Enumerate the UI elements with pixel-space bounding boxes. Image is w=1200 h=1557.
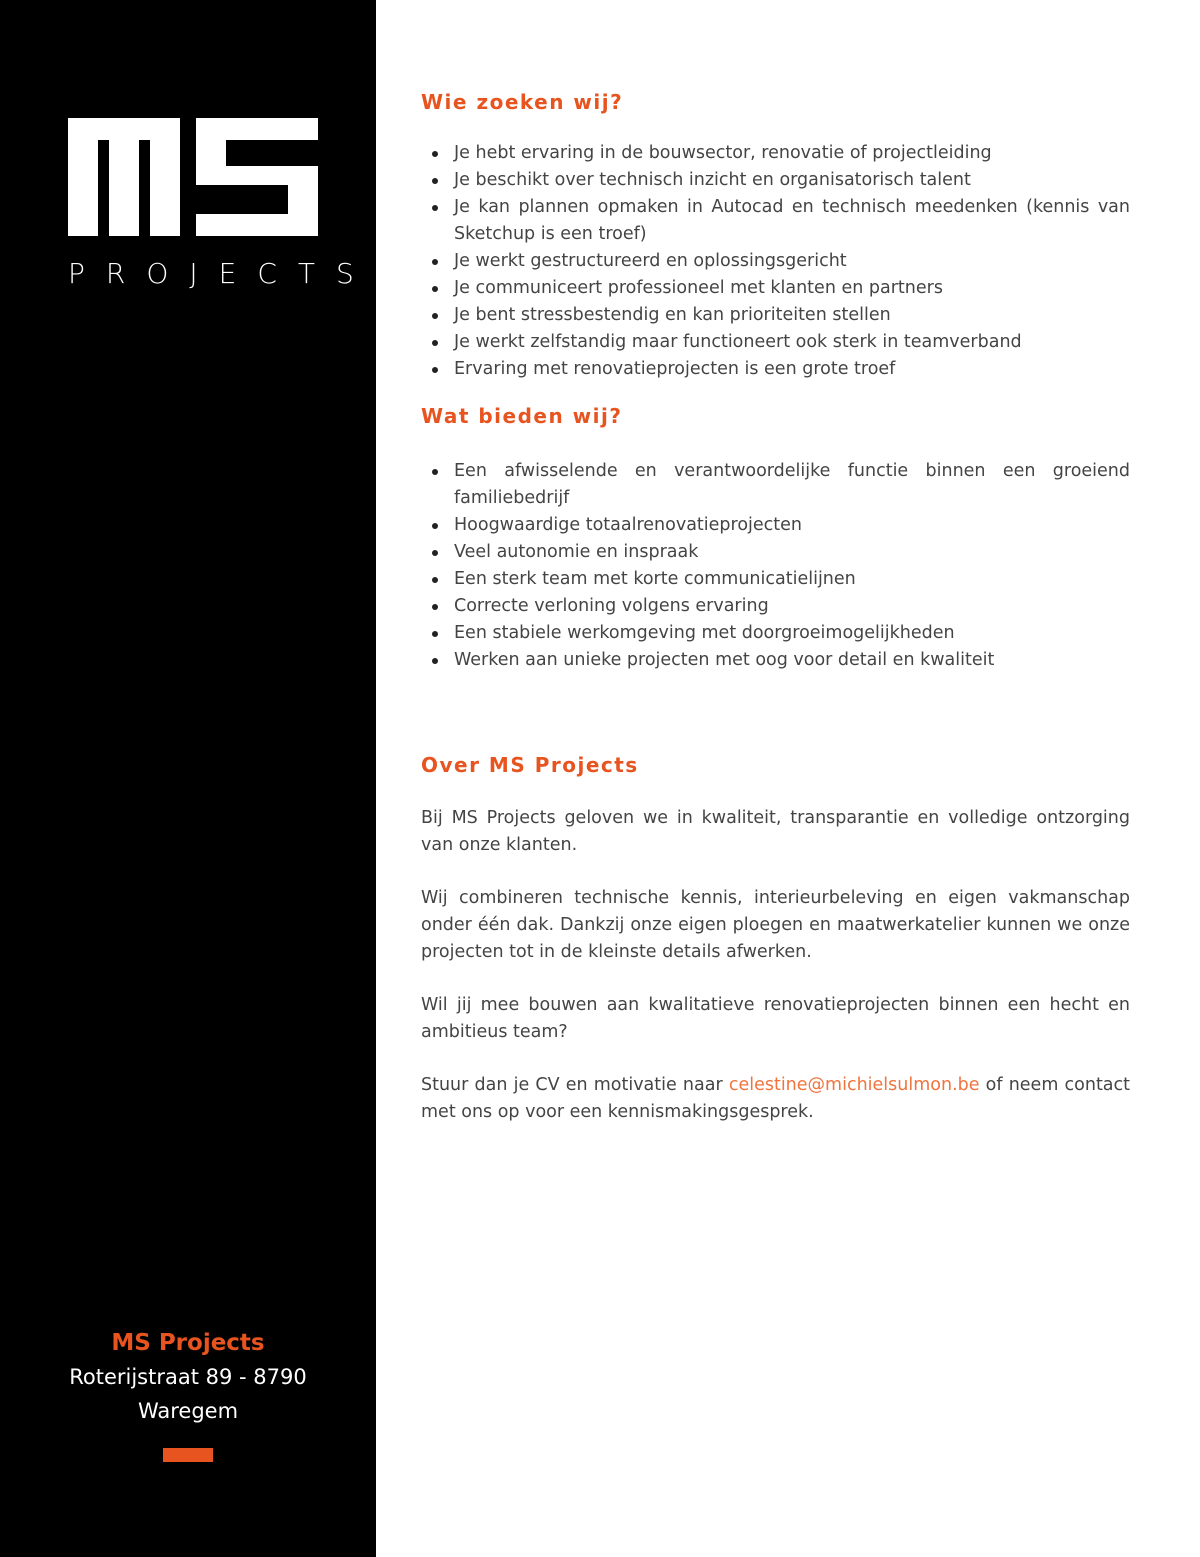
accent-bar: [163, 1448, 213, 1462]
about-paragraph: Wil jij mee bouwen aan kwalitatieve renovatieprojecten binnen een hecht en ambitieus team?: [421, 995, 1130, 1042]
company-logo: [68, 118, 375, 290]
address-street: Roterijstraat 89 - 8790: [69, 1365, 307, 1389]
list-item: Je werkt zelfstandig maar functioneert ook sterk in teamverband: [454, 329, 1130, 356]
list-item: Correcte verloning volgens ervaring: [454, 593, 1130, 620]
main-content: [421, 86, 1130, 1126]
list-item: Een sterk team met korte communicatielijnen: [454, 566, 1130, 593]
list-item: Je hebt ervaring in de bouwsector, renovatie of projectleiding: [454, 140, 1130, 167]
list-who: [421, 140, 1130, 383]
contact-paragraph: [421, 1072, 1130, 1126]
list-item: Een stabiele werkomgeving met doorgroeimogelijkheden: [454, 620, 1130, 647]
address-company: MS Projects: [111, 1330, 265, 1356]
contact-text-after: of neem contact met ons op voor een kennismakingsgesprek.: [421, 1075, 1131, 1122]
company-address: [0, 1326, 376, 1462]
list-item: Ervaring met renovatieprojecten is een grote troef: [454, 356, 1130, 383]
heading-offer: Wat bieden wij?: [421, 404, 623, 428]
email-link[interactable]: celestine@michielsulmon.be: [728, 1075, 980, 1095]
list-item: Hoogwaardige totaalrenovatieprojecten: [454, 512, 1130, 539]
about-paragraph: Wij combineren technische kennis, interieurbeleving en eigen vakmanschap onder één dak. Dankzij onze eigen ploegen en maatwerkatelier kunnen we onze projecten tot in de kleinste details afwerken.: [421, 888, 1130, 962]
list-item: Werken aan unieke projecten met oog voor detail en kwaliteit: [454, 647, 1130, 674]
sidebar: [0, 0, 376, 1557]
list-item: Je beschikt over technisch inzicht en organisatorisch talent: [454, 167, 1130, 194]
list-item: Je werkt gestructureerd en oplossingsgericht: [454, 248, 1130, 275]
contact-text-before: Stuur dan je CV en motivatie naar: [421, 1075, 729, 1095]
list-item: Je kan plannen opmaken in Autocad en technisch meedenken (kennis van Sketchup is een troef): [454, 194, 1130, 248]
address-city: Waregem: [137, 1399, 239, 1423]
ms-logo-mark: [68, 118, 318, 236]
list-item: Veel autonomie en inspraak: [454, 539, 1130, 566]
list-item: Je bent stressbestendig en kan prioriteiten stellen: [454, 302, 1130, 329]
heading-who: Wie zoeken wij?: [421, 90, 624, 114]
list-item: Een afwisselende en verantwoordelijke functie binnen een groeiend familiebedrijf: [454, 458, 1130, 512]
list-offer: [421, 458, 1130, 674]
list-item: Je communiceert professioneel met klanten en partners: [454, 275, 1130, 302]
heading-about: Over MS Projects: [421, 753, 639, 777]
logo-subtitle: PROJECTS: [68, 257, 375, 290]
about-paragraph: Bij MS Projects geloven we in kwaliteit, transparantie en volledige ontzorging van onze klanten.: [421, 808, 1130, 855]
